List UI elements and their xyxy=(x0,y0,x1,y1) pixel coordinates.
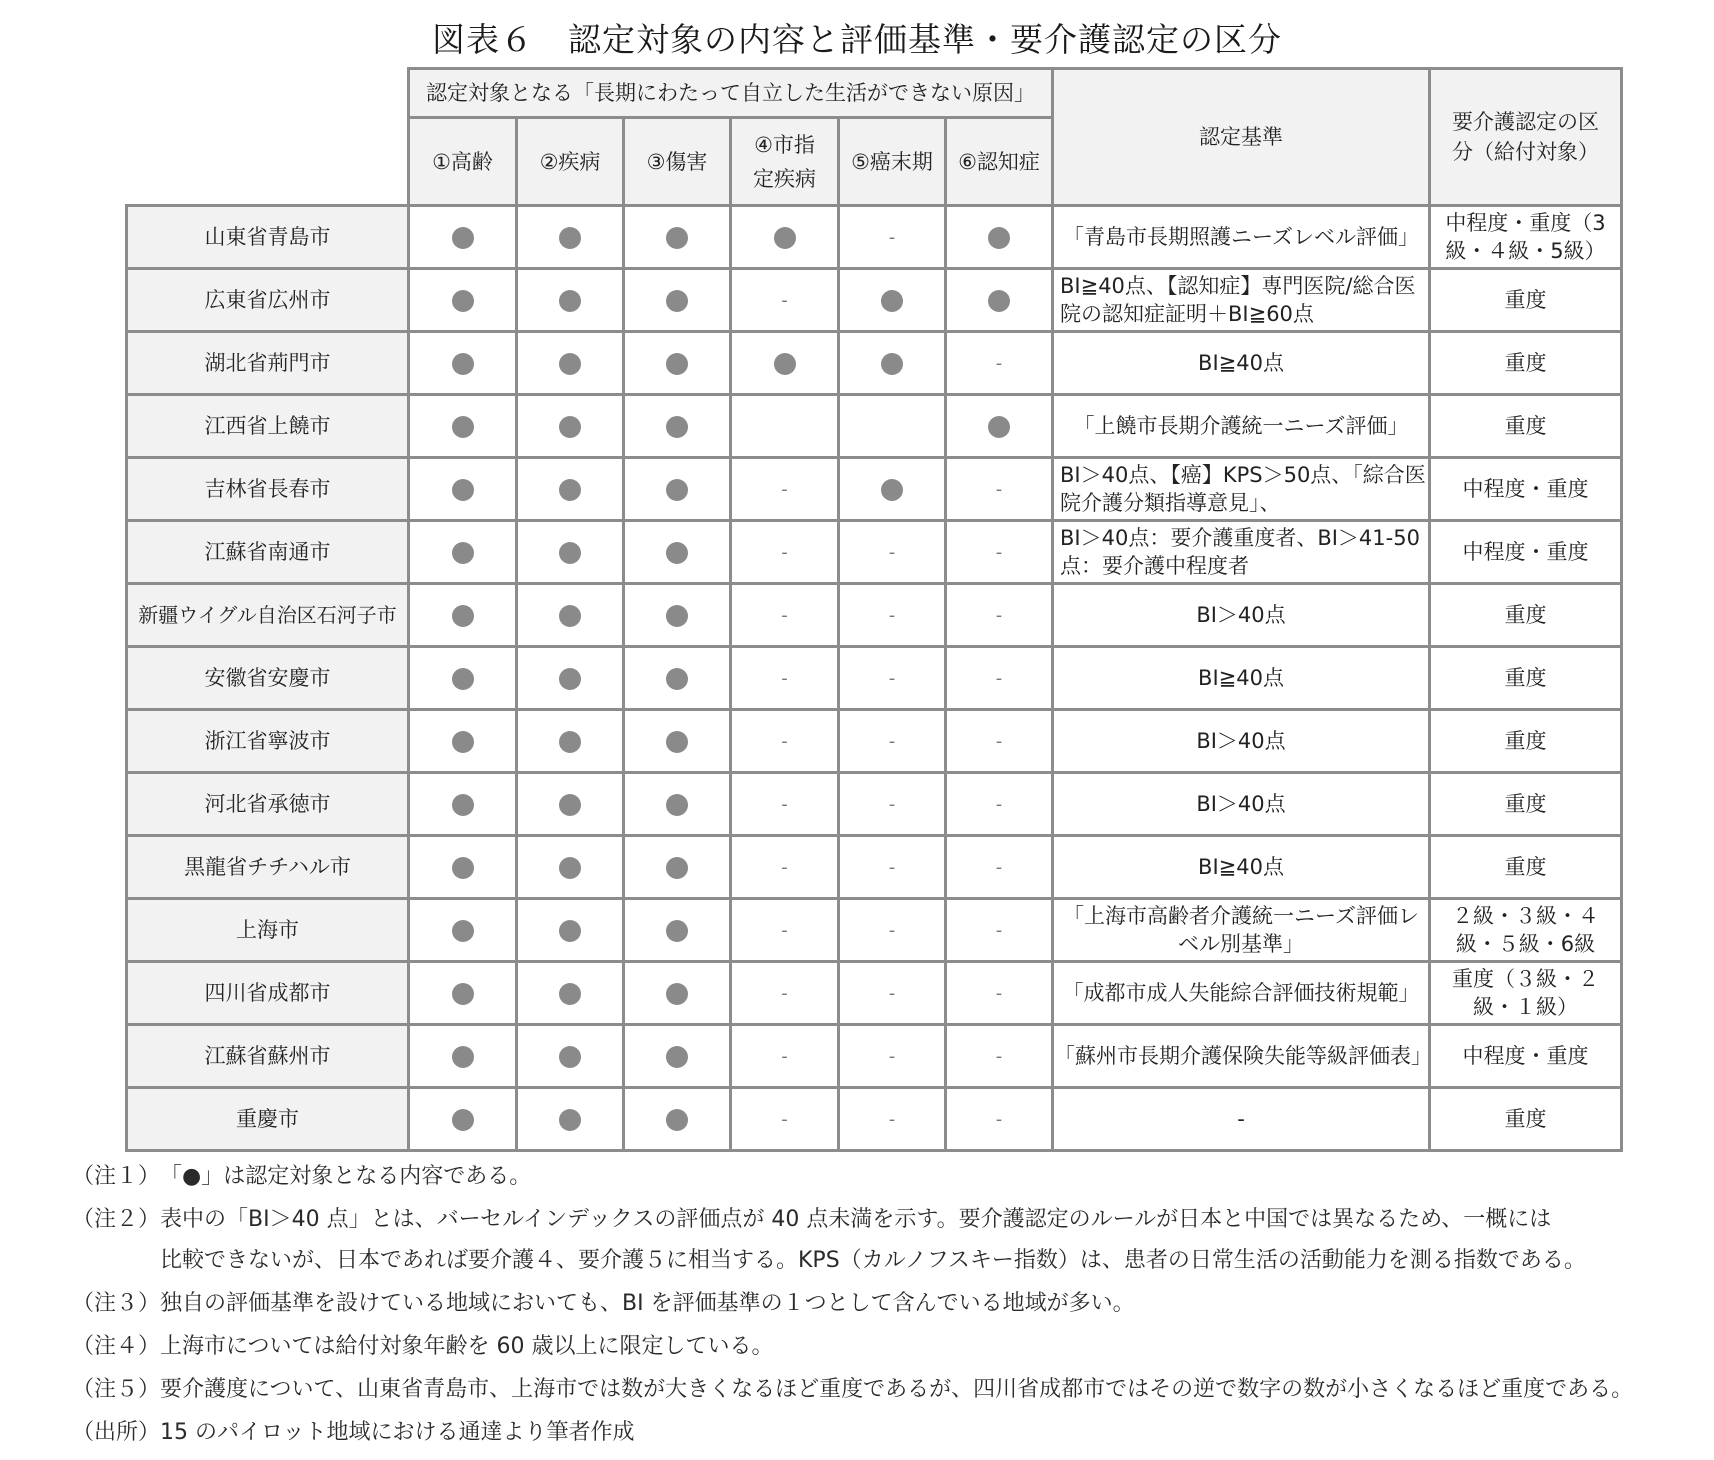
applicable-dot xyxy=(559,479,581,501)
city-name: 新疆ウイグル自治区石河子市 xyxy=(127,584,409,647)
not-applicable-dash: - xyxy=(995,920,1003,941)
cause-mark-3 xyxy=(624,710,731,773)
applicable-dot xyxy=(666,668,688,690)
note-item xyxy=(72,1411,1702,1454)
not-applicable-dash: - xyxy=(781,920,788,941)
category-cell: 重度 xyxy=(1430,710,1622,773)
city-name: 江蘇省蘇州市 xyxy=(127,1025,409,1088)
cause-mark-5 xyxy=(839,899,946,962)
cause-mark-5 xyxy=(839,395,946,458)
applicable-dot xyxy=(452,794,474,816)
category-cell: 中程度・重度（3級・４級・5級） xyxy=(1430,206,1622,269)
not-applicable-dash: - xyxy=(995,605,1003,626)
cause-mark-1 xyxy=(409,584,517,647)
table-row xyxy=(127,1025,1622,1088)
cause-mark-2 xyxy=(517,269,624,332)
cause-mark-1 xyxy=(409,332,517,395)
cause-group-header: 認定対象となる「長期にわたって自立した生活ができない原因」 xyxy=(409,69,1053,118)
not-applicable-dash: - xyxy=(888,668,896,689)
note-item xyxy=(72,1198,1702,1241)
category-cell: 重度（３級・２級・１級） xyxy=(1430,962,1622,1025)
cause-mark-4 xyxy=(731,1025,839,1088)
not-applicable-dash: - xyxy=(781,1109,788,1130)
cause-header-3: ③傷害 xyxy=(624,118,731,206)
criteria-header: 認定基準 xyxy=(1053,69,1430,206)
applicable-dot xyxy=(988,227,1010,249)
table-row xyxy=(127,1088,1622,1151)
category-cell: 重度 xyxy=(1430,269,1622,332)
applicable-dot xyxy=(452,416,474,438)
city-name: 江蘇省南通市 xyxy=(127,521,409,584)
cause-mark-3 xyxy=(624,521,731,584)
cause-mark-4 xyxy=(731,647,839,710)
note-text: 「●」は認定対象となる内容である。 xyxy=(160,1164,532,1189)
cause-mark-3 xyxy=(624,395,731,458)
city-name: 山東省青島市 xyxy=(127,206,409,269)
cause-mark-3 xyxy=(624,647,731,710)
note-text: 表中の「BI＞40 点」とは、バーセルインデックスの評価点が 40 点未満を示す。要介護認定のルールが日本と中国では異なるため、一概には xyxy=(160,1207,1552,1232)
not-applicable-dash: - xyxy=(781,857,788,878)
criteria-cell: 「成都市成人失能綜合評価技術規範」 xyxy=(1053,962,1430,1025)
applicable-dot xyxy=(452,857,474,879)
cause-mark-2 xyxy=(517,773,624,836)
cause-mark-3 xyxy=(624,773,731,836)
notes xyxy=(72,1155,1702,1454)
applicable-dot xyxy=(452,605,474,627)
not-applicable-dash: - xyxy=(888,983,896,1004)
category-cell: 重度 xyxy=(1430,1088,1622,1151)
applicable-dot xyxy=(666,227,688,249)
cause-mark-1 xyxy=(409,458,517,521)
cause-mark-6 xyxy=(946,899,1053,962)
note-item xyxy=(72,1368,1702,1411)
note-item xyxy=(72,1282,1702,1325)
applicable-dot xyxy=(452,920,474,942)
note-tag: （注１） xyxy=(72,1164,161,1189)
applicable-dot xyxy=(666,353,688,375)
cause-mark-4 xyxy=(731,899,839,962)
cause-mark-4 xyxy=(731,206,839,269)
cause-mark-2 xyxy=(517,521,624,584)
criteria-cell: BI＞40点、【癌】KPS＞50点、「綜合医院介護分類指導意見」、 xyxy=(1053,458,1430,521)
cause-mark-4 xyxy=(731,962,839,1025)
cause-mark-6 xyxy=(946,962,1053,1025)
cause-mark-5 xyxy=(839,1025,946,1088)
criteria-cell: 「青島市長期照護ニーズレベル評価」 xyxy=(1053,206,1430,269)
cause-mark-2 xyxy=(517,962,624,1025)
cause-mark-1 xyxy=(409,962,517,1025)
note-tag: （出所） xyxy=(72,1420,161,1445)
applicable-dot xyxy=(559,227,581,249)
applicable-dot xyxy=(666,1109,688,1131)
cause-mark-6 xyxy=(946,395,1053,458)
applicable-dot xyxy=(559,668,581,690)
cause-mark-5 xyxy=(839,206,946,269)
category-cell: 中程度・重度 xyxy=(1430,1025,1622,1088)
note-item xyxy=(72,1155,1702,1198)
table-row xyxy=(127,206,1622,269)
applicable-dot xyxy=(666,542,688,564)
cause-mark-3 xyxy=(624,269,731,332)
not-applicable-dash: - xyxy=(781,542,788,563)
cause-mark-5 xyxy=(839,647,946,710)
cause-mark-3 xyxy=(624,1088,731,1151)
applicable-dot xyxy=(559,983,581,1005)
cause-mark-2 xyxy=(517,332,624,395)
cause-mark-3 xyxy=(624,836,731,899)
cause-mark-5 xyxy=(839,269,946,332)
applicable-dot xyxy=(666,731,688,753)
cause-mark-1 xyxy=(409,1025,517,1088)
applicable-dot xyxy=(666,1046,688,1068)
note-tag: （注２） xyxy=(72,1207,161,1232)
applicable-dot xyxy=(988,290,1010,312)
category-cell: 重度 xyxy=(1430,332,1622,395)
cause-mark-6 xyxy=(946,647,1053,710)
cause-mark-4 xyxy=(731,269,839,332)
cause-mark-3 xyxy=(624,962,731,1025)
cause-mark-5 xyxy=(839,521,946,584)
city-name: 黒龍省チチハル市 xyxy=(127,836,409,899)
not-applicable-dash: - xyxy=(995,794,1003,815)
applicable-dot xyxy=(559,1046,581,1068)
cause-mark-3 xyxy=(624,458,731,521)
not-applicable-dash: - xyxy=(995,668,1003,689)
applicable-dot xyxy=(559,353,581,375)
criteria-cell: - xyxy=(1053,1088,1430,1151)
not-applicable-dash: - xyxy=(781,290,788,311)
criteria-table xyxy=(125,67,1623,1152)
category-cell: 重度 xyxy=(1430,395,1622,458)
cause-mark-1 xyxy=(409,269,517,332)
not-applicable-dash: - xyxy=(781,983,788,1004)
cause-mark-1 xyxy=(409,899,517,962)
cause-mark-2 xyxy=(517,458,624,521)
cause-mark-1 xyxy=(409,521,517,584)
applicable-dot xyxy=(452,731,474,753)
note-tag: （注５） xyxy=(72,1377,161,1402)
cause-header-1: ①高齢 xyxy=(409,118,517,206)
cause-mark-5 xyxy=(839,458,946,521)
corner-blank xyxy=(127,69,409,206)
not-applicable-dash: - xyxy=(888,227,896,248)
city-name: 重慶市 xyxy=(127,1088,409,1151)
criteria-cell: BI＞40点 xyxy=(1053,710,1430,773)
not-applicable-dash: - xyxy=(995,1046,1003,1067)
cause-mark-6 xyxy=(946,332,1053,395)
applicable-dot xyxy=(452,353,474,375)
cause-header-4: ④市指定疾病 xyxy=(731,118,839,206)
cause-mark-4 xyxy=(731,332,839,395)
not-applicable-dash: - xyxy=(781,605,788,626)
table-row xyxy=(127,647,1622,710)
applicable-dot xyxy=(666,983,688,1005)
cause-mark-2 xyxy=(517,836,624,899)
cause-mark-2 xyxy=(517,1088,624,1151)
city-name: 安徽省安慶市 xyxy=(127,647,409,710)
cause-mark-6 xyxy=(946,584,1053,647)
cause-mark-1 xyxy=(409,710,517,773)
figure-title: 図表６ 認定対象の内容と評価基準・要介護認定の区分 xyxy=(432,20,1282,59)
cause-mark-5 xyxy=(839,584,946,647)
not-applicable-dash: - xyxy=(995,1109,1003,1130)
cause-mark-4 xyxy=(731,584,839,647)
applicable-dot xyxy=(559,416,581,438)
city-name: 湖北省荊門市 xyxy=(127,332,409,395)
note-text: 上海市については給付対象年齢を 60 歳以上に限定している。 xyxy=(160,1334,774,1359)
cause-mark-6 xyxy=(946,836,1053,899)
note-text: 要介護度について、山東省青島市、上海市では数が大きくなるほど重度であるが、四川省成都市ではその逆で数字の数が小さくなるほど重度である。 xyxy=(160,1377,1634,1402)
not-applicable-dash: - xyxy=(888,920,896,941)
cause-mark-1 xyxy=(409,773,517,836)
criteria-cell: BI＞40点 xyxy=(1053,773,1430,836)
cause-mark-5 xyxy=(839,710,946,773)
category-cell: 中程度・重度 xyxy=(1430,521,1622,584)
table-row xyxy=(127,773,1622,836)
category-cell: 中程度・重度 xyxy=(1430,458,1622,521)
cause-mark-5 xyxy=(839,962,946,1025)
applicable-dot xyxy=(881,353,903,375)
not-applicable-dash: - xyxy=(781,1046,788,1067)
city-name: 吉林省長春市 xyxy=(127,458,409,521)
not-applicable-dash: - xyxy=(781,731,788,752)
criteria-cell: BI＞40点：要介護重度者、BI＞41-50点：要介護中程度者 xyxy=(1053,521,1430,584)
table-row xyxy=(127,458,1622,521)
table-row xyxy=(127,332,1622,395)
cause-mark-1 xyxy=(409,1088,517,1151)
applicable-dot xyxy=(452,983,474,1005)
not-applicable-dash: - xyxy=(888,1109,896,1130)
criteria-cell: BI≧40点 xyxy=(1053,332,1430,395)
applicable-dot xyxy=(452,227,474,249)
not-applicable-dash: - xyxy=(781,794,788,815)
not-applicable-dash: - xyxy=(888,857,896,878)
note-text-continued: 比較できないが、日本であれば要介護４、要介護５に相当する。KPS（カルノフスキー指数）は、患者の日常生活の活動能力を測る指数である。 xyxy=(160,1248,1586,1273)
not-applicable-dash: - xyxy=(995,983,1003,1004)
applicable-dot xyxy=(559,290,581,312)
cause-mark-3 xyxy=(624,584,731,647)
criteria-cell: 「上饒市長期介護統一ニーズ評価」 xyxy=(1053,395,1430,458)
table-row xyxy=(127,269,1622,332)
applicable-dot xyxy=(774,227,796,249)
applicable-dot xyxy=(666,794,688,816)
applicable-dot xyxy=(559,1109,581,1131)
not-applicable-dash: - xyxy=(888,542,896,563)
applicable-dot xyxy=(666,479,688,501)
cause-mark-6 xyxy=(946,1088,1053,1151)
cause-mark-4 xyxy=(731,458,839,521)
criteria-cell: BI≧40点、【認知症】専門医院/総合医院の認知症証明＋BI≧60点 xyxy=(1053,269,1430,332)
table-row xyxy=(127,521,1622,584)
cause-mark-4 xyxy=(731,395,839,458)
not-applicable-dash: - xyxy=(995,857,1003,878)
cause-mark-2 xyxy=(517,584,624,647)
applicable-dot xyxy=(666,605,688,627)
note-item xyxy=(72,1325,1702,1368)
not-applicable-dash: - xyxy=(888,731,896,752)
applicable-dot xyxy=(559,731,581,753)
cause-mark-5 xyxy=(839,836,946,899)
category-cell: ２級・３級・４級・５級・6級 xyxy=(1430,899,1622,962)
cause-header-5: ⑤癌末期 xyxy=(839,118,946,206)
city-name: 江西省上饒市 xyxy=(127,395,409,458)
applicable-dot xyxy=(666,857,688,879)
cause-mark-6 xyxy=(946,521,1053,584)
applicable-dot xyxy=(452,542,474,564)
cause-mark-6 xyxy=(946,710,1053,773)
not-applicable-dash: - xyxy=(781,479,788,500)
not-applicable-dash: - xyxy=(995,479,1003,500)
table-row xyxy=(127,962,1622,1025)
category-cell: 重度 xyxy=(1430,773,1622,836)
cause-mark-6 xyxy=(946,206,1053,269)
cause-mark-4 xyxy=(731,710,839,773)
cause-mark-2 xyxy=(517,710,624,773)
cause-mark-5 xyxy=(839,773,946,836)
applicable-dot xyxy=(559,605,581,627)
note-tag: （注３） xyxy=(72,1291,161,1316)
applicable-dot xyxy=(452,290,474,312)
criteria-cell: BI≧40点 xyxy=(1053,647,1430,710)
cause-mark-6 xyxy=(946,458,1053,521)
criteria-cell: 「上海市高齢者介護統一ニーズ評価レベル別基準」 xyxy=(1053,899,1430,962)
note-text: 15 のパイロット地域における通達より筆者作成 xyxy=(160,1420,635,1445)
table-row xyxy=(127,584,1622,647)
applicable-dot xyxy=(452,668,474,690)
cause-mark-1 xyxy=(409,206,517,269)
cause-header-6: ⑥認知症 xyxy=(946,118,1053,206)
cause-mark-1 xyxy=(409,395,517,458)
applicable-dot xyxy=(452,1046,474,1068)
cause-mark-1 xyxy=(409,647,517,710)
cause-mark-1 xyxy=(409,836,517,899)
applicable-dot xyxy=(559,857,581,879)
applicable-dot xyxy=(666,290,688,312)
city-name: 浙江省寧波市 xyxy=(127,710,409,773)
cause-header-2: ②疾病 xyxy=(517,118,624,206)
table-row xyxy=(127,899,1622,962)
applicable-dot xyxy=(559,920,581,942)
not-applicable-dash: - xyxy=(995,542,1003,563)
table-row xyxy=(127,710,1622,773)
applicable-dot xyxy=(666,416,688,438)
category-header: 要介護認定の区分（給付対象） xyxy=(1430,69,1622,206)
category-cell: 重度 xyxy=(1430,584,1622,647)
city-name: 広東省広州市 xyxy=(127,269,409,332)
applicable-dot xyxy=(774,353,796,375)
criteria-cell: BI≧40点 xyxy=(1053,836,1430,899)
not-applicable-dash: - xyxy=(888,794,896,815)
applicable-dot xyxy=(881,290,903,312)
not-applicable-dash: - xyxy=(995,353,1003,374)
criteria-cell: 「蘇州市長期介護保険失能等級評価表」 xyxy=(1053,1025,1430,1088)
category-cell: 重度 xyxy=(1430,647,1622,710)
city-name: 河北省承徳市 xyxy=(127,773,409,836)
category-cell: 重度 xyxy=(1430,836,1622,899)
applicable-dot xyxy=(666,920,688,942)
cause-mark-5 xyxy=(839,332,946,395)
cause-mark-3 xyxy=(624,332,731,395)
city-name: 上海市 xyxy=(127,899,409,962)
cause-mark-2 xyxy=(517,899,624,962)
not-applicable-dash: - xyxy=(888,1046,896,1067)
cause-mark-2 xyxy=(517,1025,624,1088)
note-tag: （注４） xyxy=(72,1334,161,1359)
cause-mark-4 xyxy=(731,773,839,836)
cause-mark-3 xyxy=(624,1025,731,1088)
table-row xyxy=(127,836,1622,899)
table-row xyxy=(127,395,1622,458)
cause-mark-4 xyxy=(731,1088,839,1151)
applicable-dot xyxy=(452,1109,474,1131)
cause-mark-6 xyxy=(946,269,1053,332)
applicable-dot xyxy=(988,416,1010,438)
cause-mark-3 xyxy=(624,206,731,269)
cause-mark-2 xyxy=(517,206,624,269)
cause-mark-2 xyxy=(517,647,624,710)
not-applicable-dash: - xyxy=(781,668,788,689)
applicable-dot xyxy=(559,794,581,816)
applicable-dot xyxy=(559,542,581,564)
city-name: 四川省成都市 xyxy=(127,962,409,1025)
applicable-dot xyxy=(881,479,903,501)
not-applicable-dash: - xyxy=(995,731,1003,752)
cause-mark-4 xyxy=(731,836,839,899)
cause-mark-2 xyxy=(517,395,624,458)
not-applicable-dash: - xyxy=(888,605,896,626)
cause-mark-3 xyxy=(624,899,731,962)
cause-mark-6 xyxy=(946,773,1053,836)
cause-mark-5 xyxy=(839,1088,946,1151)
criteria-cell: BI＞40点 xyxy=(1053,584,1430,647)
cause-mark-4 xyxy=(731,521,839,584)
note-text: 独自の評価基準を設けている地域においても、BI を評価基準の１つとして含んでいる地域が多い。 xyxy=(160,1291,1135,1316)
cause-mark-6 xyxy=(946,1025,1053,1088)
applicable-dot xyxy=(452,479,474,501)
